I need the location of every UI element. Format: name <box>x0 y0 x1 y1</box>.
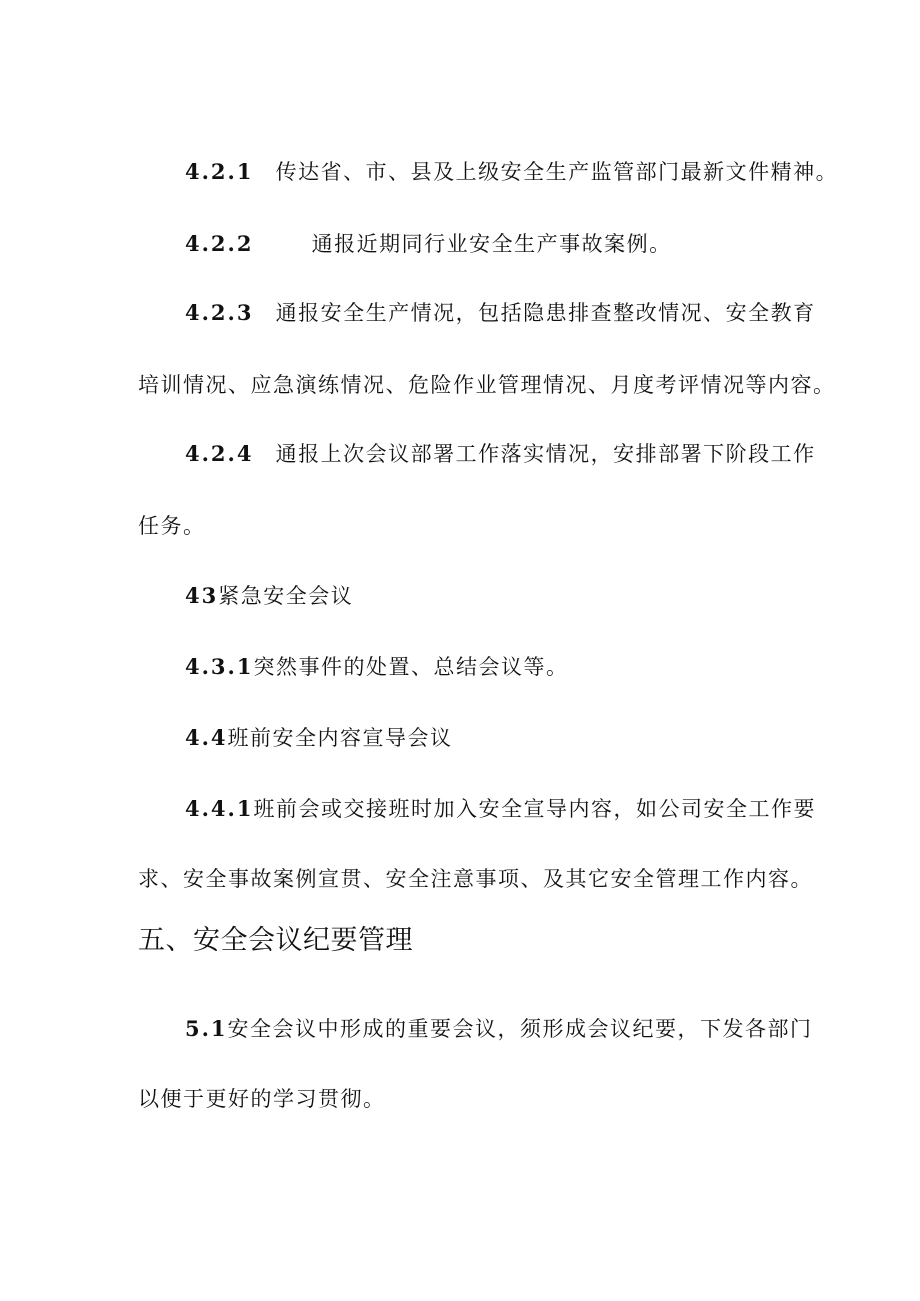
paragraph-4-2-4-continuation: 任务。 <box>138 514 206 538</box>
item-number: 4.4.1 <box>185 796 254 821</box>
item-text: 突然事件的处置、总结会议等。 <box>253 655 569 679</box>
paragraph-4-2-1 <box>185 157 838 187</box>
item-number: 4.2.4 <box>185 441 254 466</box>
item-number: 4.2.3 <box>185 300 254 325</box>
paragraph-4-4-1-continuation: 求、安全事故案例宣贯、安全注意事项、及其它安全管理工作内容。 <box>138 867 813 891</box>
paragraph-4-2-4 <box>185 439 816 469</box>
item-number: 4.3.1 <box>185 654 254 679</box>
item-text: 安全会议中形成的重要会议，须形成会议纪要，下发各部门 <box>227 1017 813 1041</box>
paragraph-4-3 <box>185 581 353 611</box>
paragraph-4-2-2 <box>185 229 672 259</box>
item-number: 43 <box>185 583 219 608</box>
paragraph-5-1-continuation: 以便于更好的学习贯彻。 <box>138 1087 386 1111</box>
paragraph-4-3-1 <box>185 652 568 682</box>
item-number: 4.2.1 <box>185 159 254 184</box>
item-number: 4.4 <box>185 725 228 750</box>
item-text: 通报安全生产情况，包括隐患排查整改情况、安全教育 <box>275 301 816 325</box>
item-text: 班前会或交接班时加入安全宣导内容，如公司安全工作要 <box>253 797 816 821</box>
item-number: 5.1 <box>185 1016 228 1041</box>
item-text: 紧急安全会议 <box>218 584 354 608</box>
item-text: 班前安全内容宣导会议 <box>227 726 453 750</box>
paragraph-4-2-3 <box>185 298 816 328</box>
item-text: 传达省、市、县及上级安全生产监管部门最新文件精神。 <box>275 160 839 184</box>
item-text: 通报近期同行业安全生产事故案例。 <box>311 232 672 256</box>
paragraph-5-1 <box>185 1014 813 1044</box>
item-text: 通报上次会议部署工作落实情况，安排部署下阶段工作 <box>275 442 816 466</box>
section-heading: 五、安全会议纪要管理 <box>138 925 413 956</box>
paragraph-4-4 <box>185 723 453 753</box>
paragraph-4-4-1 <box>185 794 816 824</box>
paragraph-4-2-3-continuation: 培训情况、应急演练情况、危险作业管理情况、月度考评情况等内容。 <box>138 373 836 397</box>
item-number: 4.2.2 <box>185 231 254 256</box>
